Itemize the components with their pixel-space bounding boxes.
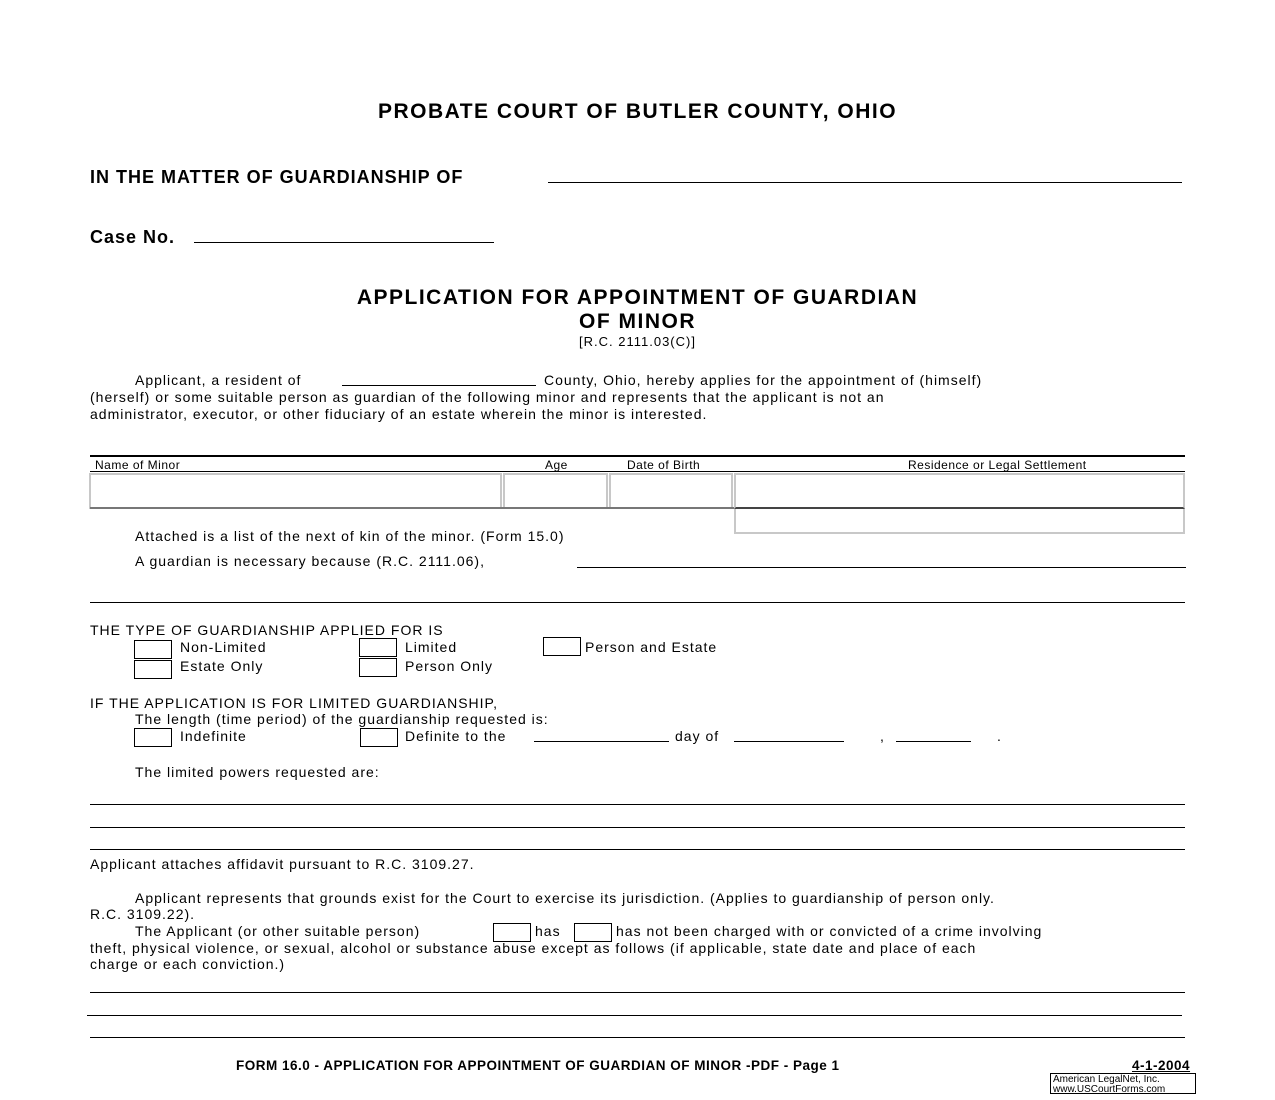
stamp-line1: American LegalNet, Inc. <box>1053 1074 1160 1085</box>
stamp-line2: www.USCourtForms.com <box>1053 1084 1166 1095</box>
indefinite-label: Indefinite <box>180 728 247 744</box>
footer-date: 4-1-2004 <box>1132 1058 1191 1073</box>
non-limited-label: Non-Limited <box>180 639 267 655</box>
limited-powers-field-1[interactable] <box>90 804 1185 805</box>
definite-year-field[interactable] <box>896 741 971 742</box>
form-title-line2: OF MINOR <box>579 310 696 333</box>
limited-checkbox[interactable] <box>359 638 397 657</box>
limited-powers-text: The limited powers requested are: <box>135 764 380 780</box>
header-age: Age <box>545 458 568 472</box>
form-title-line1: APPLICATION FOR APPOINTMENT OF GUARDIAN <box>356 286 919 309</box>
date-of-birth-field[interactable] <box>609 473 733 509</box>
intro-part2: County, Ohio, hereby applies for the appointment of (himself) <box>544 372 983 388</box>
name-of-minor-field[interactable] <box>89 473 502 509</box>
definite-month-field[interactable] <box>734 741 844 742</box>
statute-ref: [R.C. 2111.03(C)] <box>579 334 696 349</box>
estate-only-checkbox[interactable] <box>134 660 172 679</box>
person-and-estate-label: Person and Estate <box>585 639 718 655</box>
table-top-rule <box>90 455 1185 457</box>
comma: , <box>880 728 885 744</box>
necessary-reason-field[interactable] <box>577 567 1186 568</box>
affidavit-text: Applicant attaches affidavit pursuant to R.C. 3109.27. <box>90 856 475 872</box>
period: . <box>997 728 1002 744</box>
county-field[interactable] <box>342 385 536 386</box>
crime-part1: The Applicant (or other suitable person) <box>135 923 421 939</box>
has-label: has <box>535 923 561 939</box>
jurisdiction-line1: Applicant represents that grounds exist for the Court to exercise its jurisdiction. (Applies to guardianship of person only. <box>135 890 995 906</box>
header-residence: Residence or Legal Settlement <box>908 458 1087 472</box>
guardianship-of-field[interactable] <box>548 182 1182 183</box>
crime-line2: theft, physical violence, or sexual, alcohol or substance abuse except as follows (if applicable, state date and place of each <box>90 940 977 956</box>
person-and-estate-checkbox[interactable] <box>543 637 581 656</box>
case-no-label: Case No. <box>90 227 176 247</box>
crime-details-field-3[interactable] <box>90 1037 1185 1038</box>
header-date-of-birth: Date of Birth <box>627 458 701 472</box>
type-heading: THE TYPE OF GUARDIANSHIP APPLIED FOR IS <box>90 622 444 638</box>
jurisdiction-line2: R.C. 3109.22). <box>90 906 196 922</box>
crime-details-field-1[interactable] <box>90 992 1185 993</box>
crime-details-field-2[interactable] <box>87 1015 1182 1016</box>
table-bottom-rule <box>90 507 734 509</box>
person-only-checkbox[interactable] <box>359 658 397 677</box>
footer-form-title: FORM 16.0 - APPLICATION FOR APPOINTMENT OF GUARDIAN OF MINOR -PDF - Page 1 <box>236 1058 840 1073</box>
header-name-of-minor: Name of Minor <box>95 458 181 472</box>
limited-powers-field-3[interactable] <box>90 849 1185 850</box>
length-text: The length (time period) of the guardianship requested is: <box>135 711 549 727</box>
definite-label: Definite to the <box>405 728 507 744</box>
necessary-reason-field-2[interactable] <box>90 602 1185 603</box>
crime-line3: charge or each conviction.) <box>90 956 286 972</box>
residence-field-line1[interactable] <box>734 473 1185 509</box>
necessary-because-text: A guardian is necessary because (R.C. 2111.06), <box>135 553 485 569</box>
day-of-label: day of <box>675 728 720 744</box>
intro-part1: Applicant, a resident of <box>135 372 302 388</box>
next-of-kin-text: Attached is a list of the next of kin of the minor. (Form 15.0) <box>135 528 565 544</box>
court-title: PROBATE COURT OF BUTLER COUNTY, OHIO <box>377 100 898 123</box>
limited-powers-field-2[interactable] <box>90 827 1185 828</box>
intro-line2: (herself) or some suitable person as guardian of the following minor and represents that the applicant is not an <box>90 389 885 405</box>
intro-line3: administrator, executor, or other fiduciary of an estate wherein the minor is interested. <box>90 406 708 422</box>
non-limited-checkbox[interactable] <box>134 640 172 659</box>
estate-only-label: Estate Only <box>180 658 264 674</box>
case-no-field[interactable] <box>194 242 494 243</box>
publisher-stamp <box>1050 1073 1196 1094</box>
matter-label: IN THE MATTER OF GUARDIANSHIP OF <box>90 167 464 187</box>
age-field[interactable] <box>503 473 608 509</box>
definite-checkbox[interactable] <box>360 728 398 747</box>
person-only-label: Person Only <box>405 658 494 674</box>
header-rule <box>90 471 1185 472</box>
indefinite-checkbox[interactable] <box>134 728 172 747</box>
residence-field-line2[interactable] <box>734 509 1185 534</box>
limited-label: Limited <box>405 639 458 655</box>
definite-day-field[interactable] <box>534 741 669 742</box>
has-not-label: has not been charged with or convicted of a crime involving <box>616 923 1043 939</box>
limited-heading: IF THE APPLICATION IS FOR LIMITED GUARDIANSHIP, <box>90 695 498 711</box>
